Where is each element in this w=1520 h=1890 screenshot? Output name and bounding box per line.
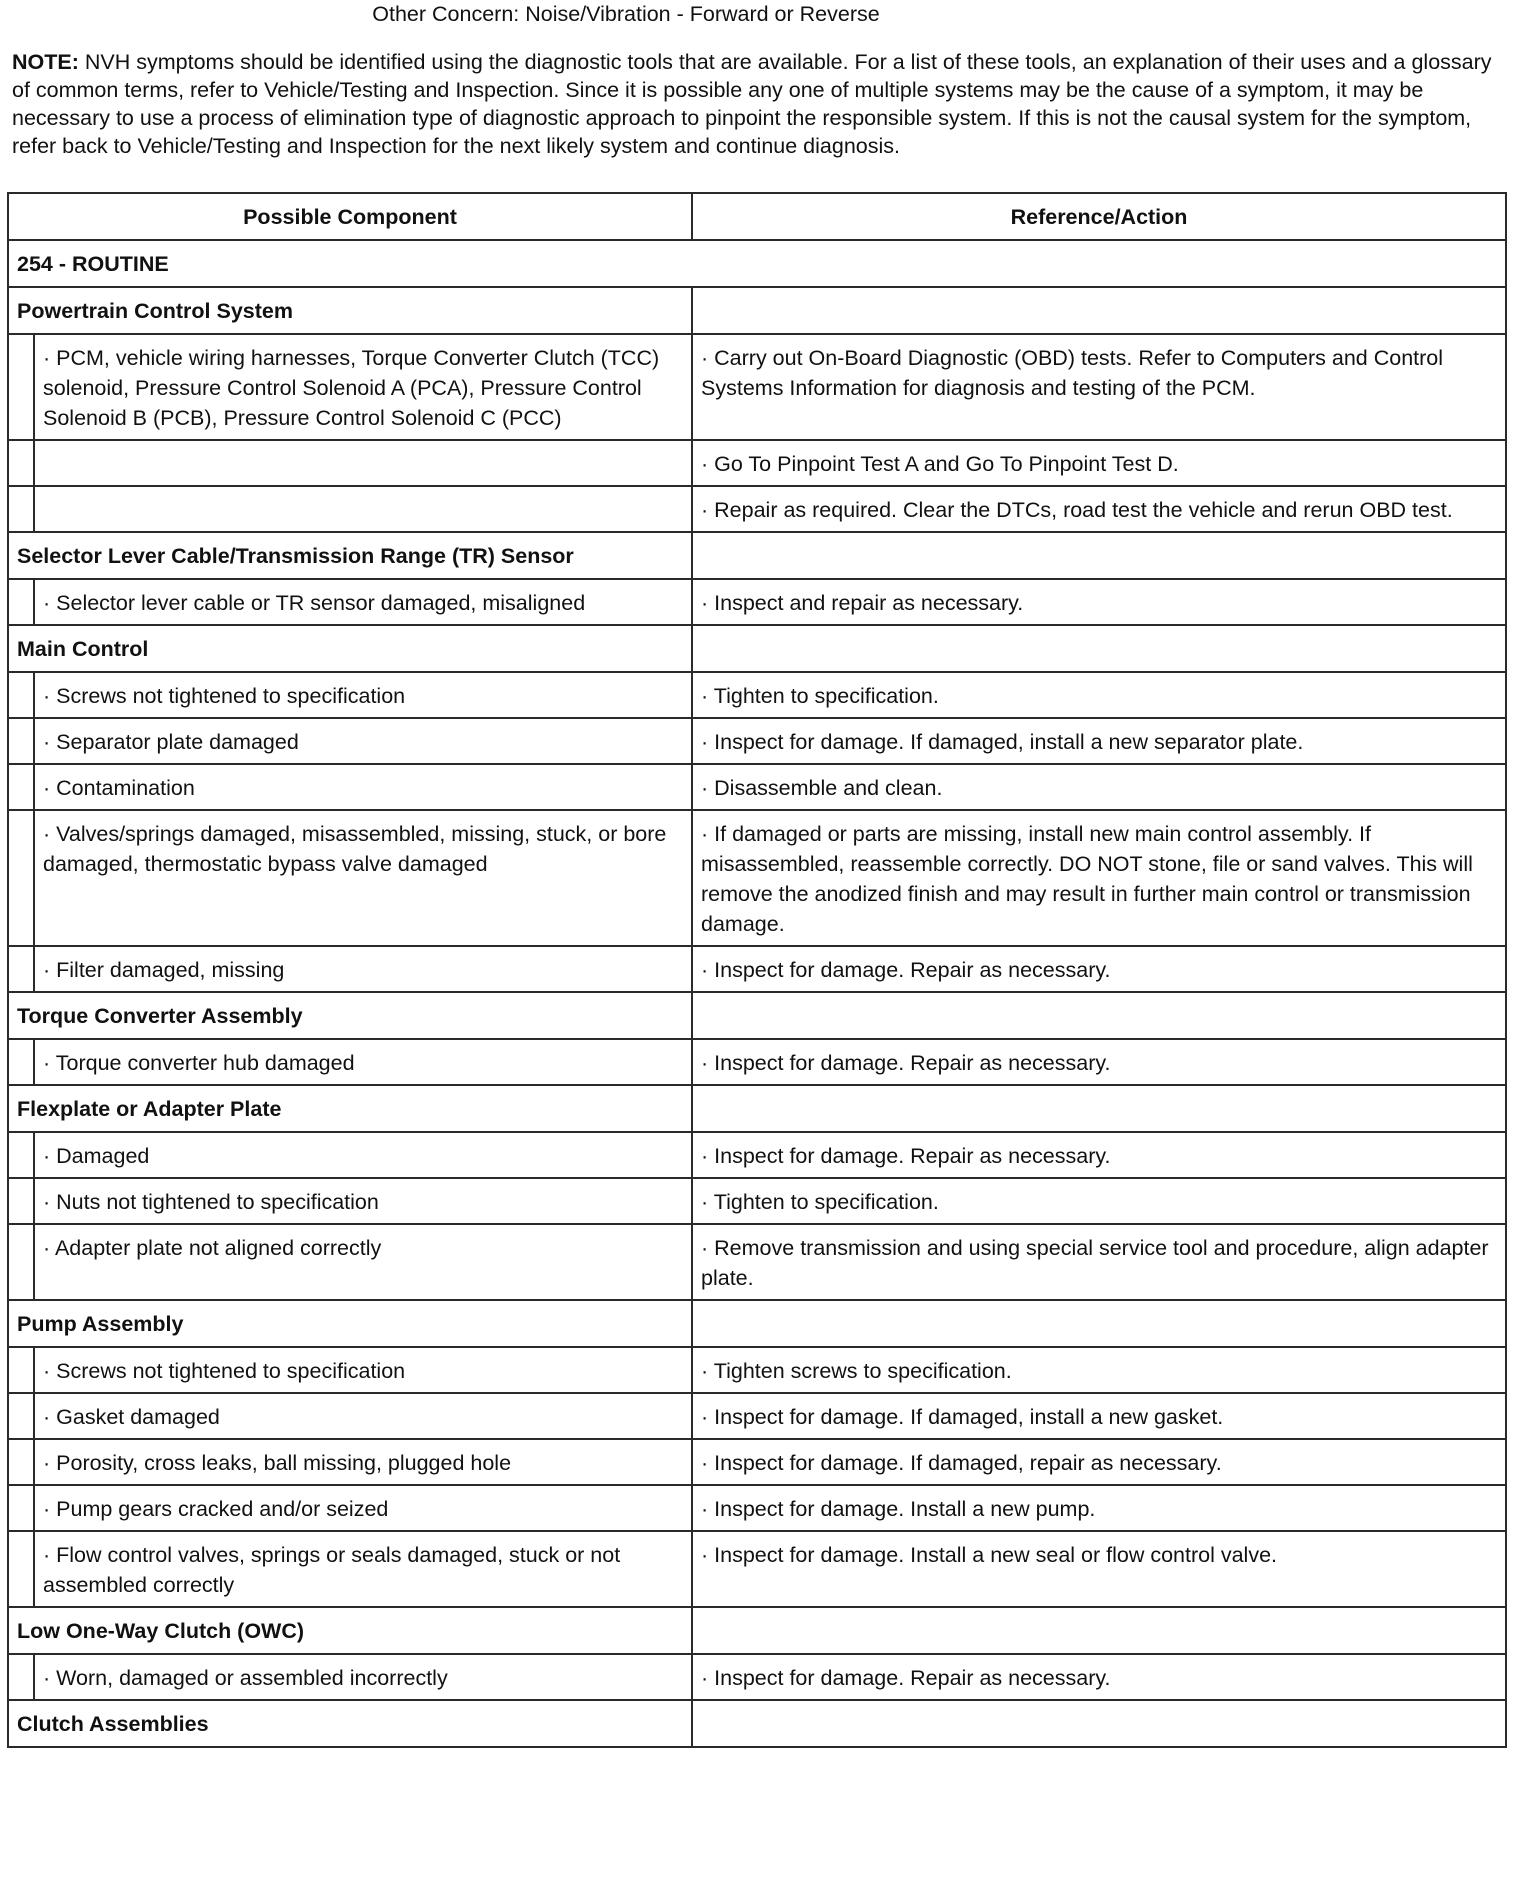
component-cell [34,486,692,532]
indent-cell [8,486,34,532]
indent-cell [8,764,34,810]
category-row [8,287,1506,334]
category-label: Pump Assembly [8,1300,692,1347]
component-cell [34,1039,692,1085]
action-cell [692,579,1506,625]
category-row [8,1300,1506,1347]
component-text: · Screws not tightened to specification [43,1359,405,1383]
action-text: · Inspect for damage. If damaged, repair as necessary. [701,1451,1222,1475]
category-empty-cell [692,625,1506,672]
table-body [8,240,1506,1747]
component-text: · PCM, vehicle wiring harnesses, Torque Converter Clutch (TCC) solenoid, Pressure Control Solenoid A (PCA), Pressure Control Solenoid B (PCB), Pressure Control Solenoid C (PCC) [43,346,659,430]
category-row [8,625,1506,672]
component-cell [34,1224,692,1300]
table-row [8,672,1506,718]
indent-cell [8,1178,34,1224]
action-cell [692,672,1506,718]
table-row [8,1039,1506,1085]
action-text: · Carry out On-Board Diagnostic (OBD) tests. Refer to Computers and Control Systems Information for diagnosis and testing of the PCM. [701,346,1443,400]
action-cell [692,718,1506,764]
action-cell [692,1347,1506,1393]
table-row [8,1393,1506,1439]
action-text: · Inspect for damage. Repair as necessary. [701,1666,1111,1690]
indent-cell [8,440,34,486]
category-label: Selector Lever Cable/Transmission Range (TR) Sensor [8,532,692,579]
action-text: · Remove transmission and using special service tool and procedure, align adapter plate. [701,1236,1489,1290]
table-row [8,579,1506,625]
routine-row [8,240,1506,287]
component-cell [34,1654,692,1700]
action-cell [692,1485,1506,1531]
action-cell [692,1132,1506,1178]
action-cell [692,1439,1506,1485]
table-row [8,1347,1506,1393]
action-cell [692,1654,1506,1700]
note-paragraph [12,48,1502,160]
page-title: Other Concern: Noise/Vibration - Forward or Reverse [372,2,880,26]
table-row [8,1224,1506,1300]
action-text: · Inspect for damage. If damaged, install a new gasket. [701,1405,1223,1429]
component-cell [34,1531,692,1607]
table-row [8,1654,1506,1700]
component-text: · Nuts not tightened to specification [43,1190,379,1214]
action-text: · If damaged or parts are missing, install new main control assembly. If misassembled, reassemble correctly. DO NOT stone, file or sand valves. This will remove the anodized finish and may result in further main control or transmission damage. [701,822,1473,936]
action-cell [692,810,1506,946]
table-row [8,1132,1506,1178]
action-cell [692,1393,1506,1439]
indent-cell [8,334,34,440]
action-cell [692,1224,1506,1300]
component-cell [34,1485,692,1531]
component-cell [34,1439,692,1485]
indent-cell [8,810,34,946]
indent-cell [8,1439,34,1485]
action-text: · Inspect for damage. Repair as necessary. [701,1144,1111,1168]
category-empty-cell [692,287,1506,334]
indent-cell [8,672,34,718]
component-text: · Porosity, cross leaks, ball missing, plugged hole [43,1451,511,1475]
action-cell [692,946,1506,992]
indent-cell [8,1393,34,1439]
component-cell [34,334,692,440]
header-possible-component: Possible Component [8,193,692,240]
table-row [8,810,1506,946]
category-label: Flexplate or Adapter Plate [8,1085,692,1132]
indent-cell [8,579,34,625]
table-row [8,764,1506,810]
category-row [8,1085,1506,1132]
component-text: · Valves/springs damaged, misassembled, missing, stuck, or bore damaged, thermostatic bypass valve damaged [43,822,666,876]
table-header-row [8,193,1506,240]
action-cell [692,440,1506,486]
action-cell [692,486,1506,532]
component-text: · Screws not tightened to specification [43,684,405,708]
category-label: Low One-Way Clutch (OWC) [8,1607,692,1654]
category-empty-cell [692,992,1506,1039]
indent-cell [8,1531,34,1607]
category-row [8,1607,1506,1654]
indent-cell [8,1485,34,1531]
action-text: · Tighten screws to specification. [701,1359,1012,1383]
table-row [8,1485,1506,1531]
component-text: · Filter damaged, missing [43,958,284,982]
table-row [8,946,1506,992]
table-row [8,1439,1506,1485]
table-row [8,486,1506,532]
component-cell [34,672,692,718]
action-text: · Tighten to specification. [701,1190,939,1214]
table-row [8,440,1506,486]
action-text: · Inspect for damage. Install a new pump. [701,1497,1095,1521]
component-text: · Pump gears cracked and/or seized [43,1497,388,1521]
category-empty-cell [692,1300,1506,1347]
component-cell [34,1347,692,1393]
component-cell [34,946,692,992]
action-text: · Inspect for damage. Repair as necessary. [701,958,1111,982]
indent-cell [8,1347,34,1393]
category-row [8,532,1506,579]
note-text: NVH symptoms should be identified using the diagnostic tools that are available. For a list of these tools, an explanation of their uses and a glossary of common terms, refer to Vehicle/Testing and Inspection. Since it is possible any one of multiple systems may be the cause of a symptom, it may be necessary to use a process of elimination type of diagnostic approach to pinpoint the responsible system. If this is not the causal system for the symptom, refer back to Vehicle/Testing and Inspection for the next likely system and continue diagnosis. [12,50,1492,158]
component-text: · Damaged [43,1144,149,1168]
indent-cell [8,1654,34,1700]
indent-cell [8,718,34,764]
component-cell [34,440,692,486]
component-cell [34,764,692,810]
category-row [8,992,1506,1039]
component-cell [34,1132,692,1178]
action-cell [692,1039,1506,1085]
category-empty-cell [692,1607,1506,1654]
action-text: · Go To Pinpoint Test A and Go To Pinpoint Test D. [701,452,1179,476]
component-text: · Flow control valves, springs or seals damaged, stuck or not assembled correctly [43,1543,620,1597]
action-cell [692,764,1506,810]
component-text: · Separator plate damaged [43,730,299,754]
category-label: Torque Converter Assembly [8,992,692,1039]
action-cell [692,334,1506,440]
table-row [8,1178,1506,1224]
action-text: · Inspect and repair as necessary. [701,591,1023,615]
action-text: · Disassemble and clean. [701,776,942,800]
component-text: · Contamination [43,776,195,800]
indent-cell [8,1039,34,1085]
component-cell [34,579,692,625]
indent-cell [8,946,34,992]
component-text: · Gasket damaged [43,1405,220,1429]
table-row [8,1531,1506,1607]
action-text: · Inspect for damage. Repair as necessary. [701,1051,1111,1075]
component-cell [34,718,692,764]
component-cell [34,1178,692,1224]
note-label: NOTE: [12,50,79,74]
action-cell [692,1178,1506,1224]
category-label: Clutch Assemblies [8,1700,692,1747]
category-empty-cell [692,1700,1506,1747]
action-text: · Repair as required. Clear the DTCs, road test the vehicle and rerun OBD test. [701,498,1453,522]
component-text: · Adapter plate not aligned correctly [43,1236,381,1260]
component-text: · Selector lever cable or TR sensor damaged, misaligned [43,591,585,615]
category-empty-cell [692,532,1506,579]
component-cell [34,810,692,946]
indent-cell [8,1132,34,1178]
table-row [8,334,1506,440]
indent-cell [8,1224,34,1300]
routine-label: 254 - ROUTINE [8,240,1506,287]
action-text: · Tighten to specification. [701,684,939,708]
category-label: Main Control [8,625,692,672]
diagnostic-table [7,192,1507,1748]
table-row [8,718,1506,764]
category-row [8,1700,1506,1747]
action-text: · Inspect for damage. Install a new seal or flow control valve. [701,1543,1277,1567]
component-text: · Worn, damaged or assembled incorrectly [43,1666,448,1690]
category-empty-cell [692,1085,1506,1132]
action-text: · Inspect for damage. If damaged, install a new separator plate. [701,730,1303,754]
header-reference-action: Reference/Action [692,193,1506,240]
component-text: · Torque converter hub damaged [43,1051,355,1075]
category-label: Powertrain Control System [8,287,692,334]
action-cell [692,1531,1506,1607]
component-cell [34,1393,692,1439]
